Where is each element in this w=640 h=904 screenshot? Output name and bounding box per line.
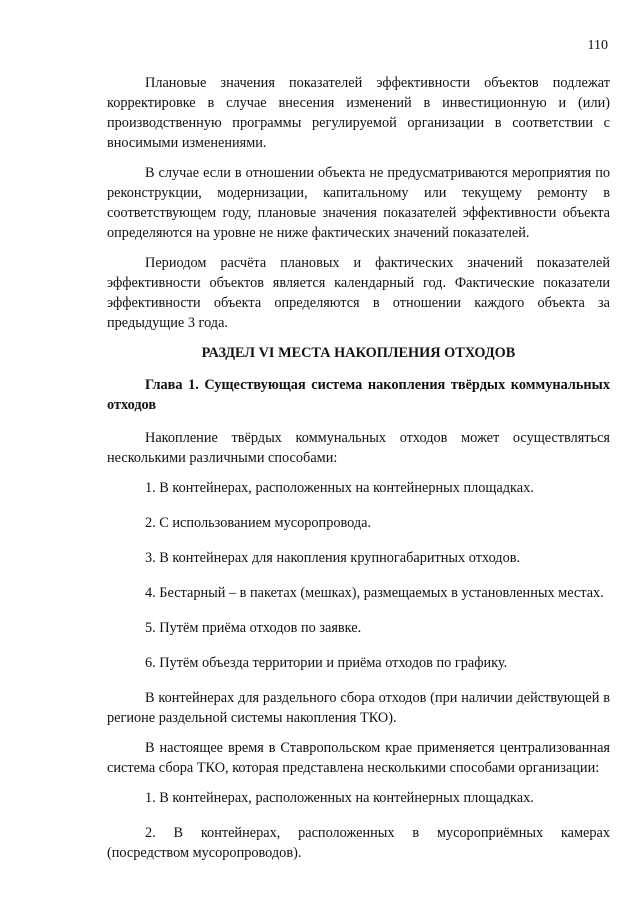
list-item-method-6: 6. Путём объезда территории и приёма отходов по графику. — [145, 655, 508, 671]
list-item-method-3: 3. В контейнерах для накопления крупногабаритных отходов. — [145, 550, 521, 566]
list-item-method-1: 1. В контейнерах, расположенных на контейнерных площадках. — [145, 480, 534, 496]
paragraph-calc-period: Периодом расчёта плановых и фактических значений показателей эффективности объектов является календарный год. Фактические показатели эффективности объекта определяются в отношении каждого объекта за предыдущие 3 года. — [107, 255, 610, 331]
paragraph-plan-values: Плановые значения показателей эффективности объектов подлежат корректировке в случае внесения изменений в инвестиционную и (или) производственную программы регулируемой организации в соответствии с вносимыми изменениями. — [107, 75, 610, 151]
section-title: РАЗДЕЛ VI МЕСТА НАКОПЛЕНИЯ ОТХОДОВ — [201, 345, 516, 361]
list-item-method-4: 4. Бестарный – в пакетах (мешках), размещаемых в установленных местах. — [145, 585, 604, 601]
list-item-method-5: 5. Путём приёма отходов по заявке. — [145, 620, 362, 636]
list-item-current-method-2: 2. В контейнерах, расположенных в мусороприёмных камерах (посредством мусоропроводов). — [107, 825, 610, 861]
page-number: 110 — [587, 38, 608, 53]
paragraph-no-measures: В случае если в отношении объекта не предусматриваются мероприятия по реконструкции, модернизации, капитальному или текущему ремонту в соответствующем году, плановые значения показателей эффективности объекта определяются на уровне не ниже фактических значений показателей. — [107, 165, 610, 241]
list-item-current-method-1: 1. В контейнерах, расположенных на контейнерных площадках. — [145, 790, 534, 806]
chapter-title: Глава 1. Существующая система накопления твёрдых коммунальных отходов — [107, 377, 610, 413]
paragraph-current-system: В настоящее время в Ставропольском крае применяется централизованная система сбора ТКО, которая представлена несколькими способами организации: — [107, 740, 610, 776]
list-item-method-2: 2. С использованием мусоропровода. — [145, 515, 372, 531]
paragraph-intro: Накопление твёрдых коммунальных отходов может осуществляться несколькими различными способами: — [107, 430, 610, 466]
paragraph-separate-collection: В контейнерах для раздельного сбора отходов (при наличии действующей в регионе раздельной системы накопления ТКО). — [107, 690, 610, 726]
page-content — [107, 73, 610, 878]
